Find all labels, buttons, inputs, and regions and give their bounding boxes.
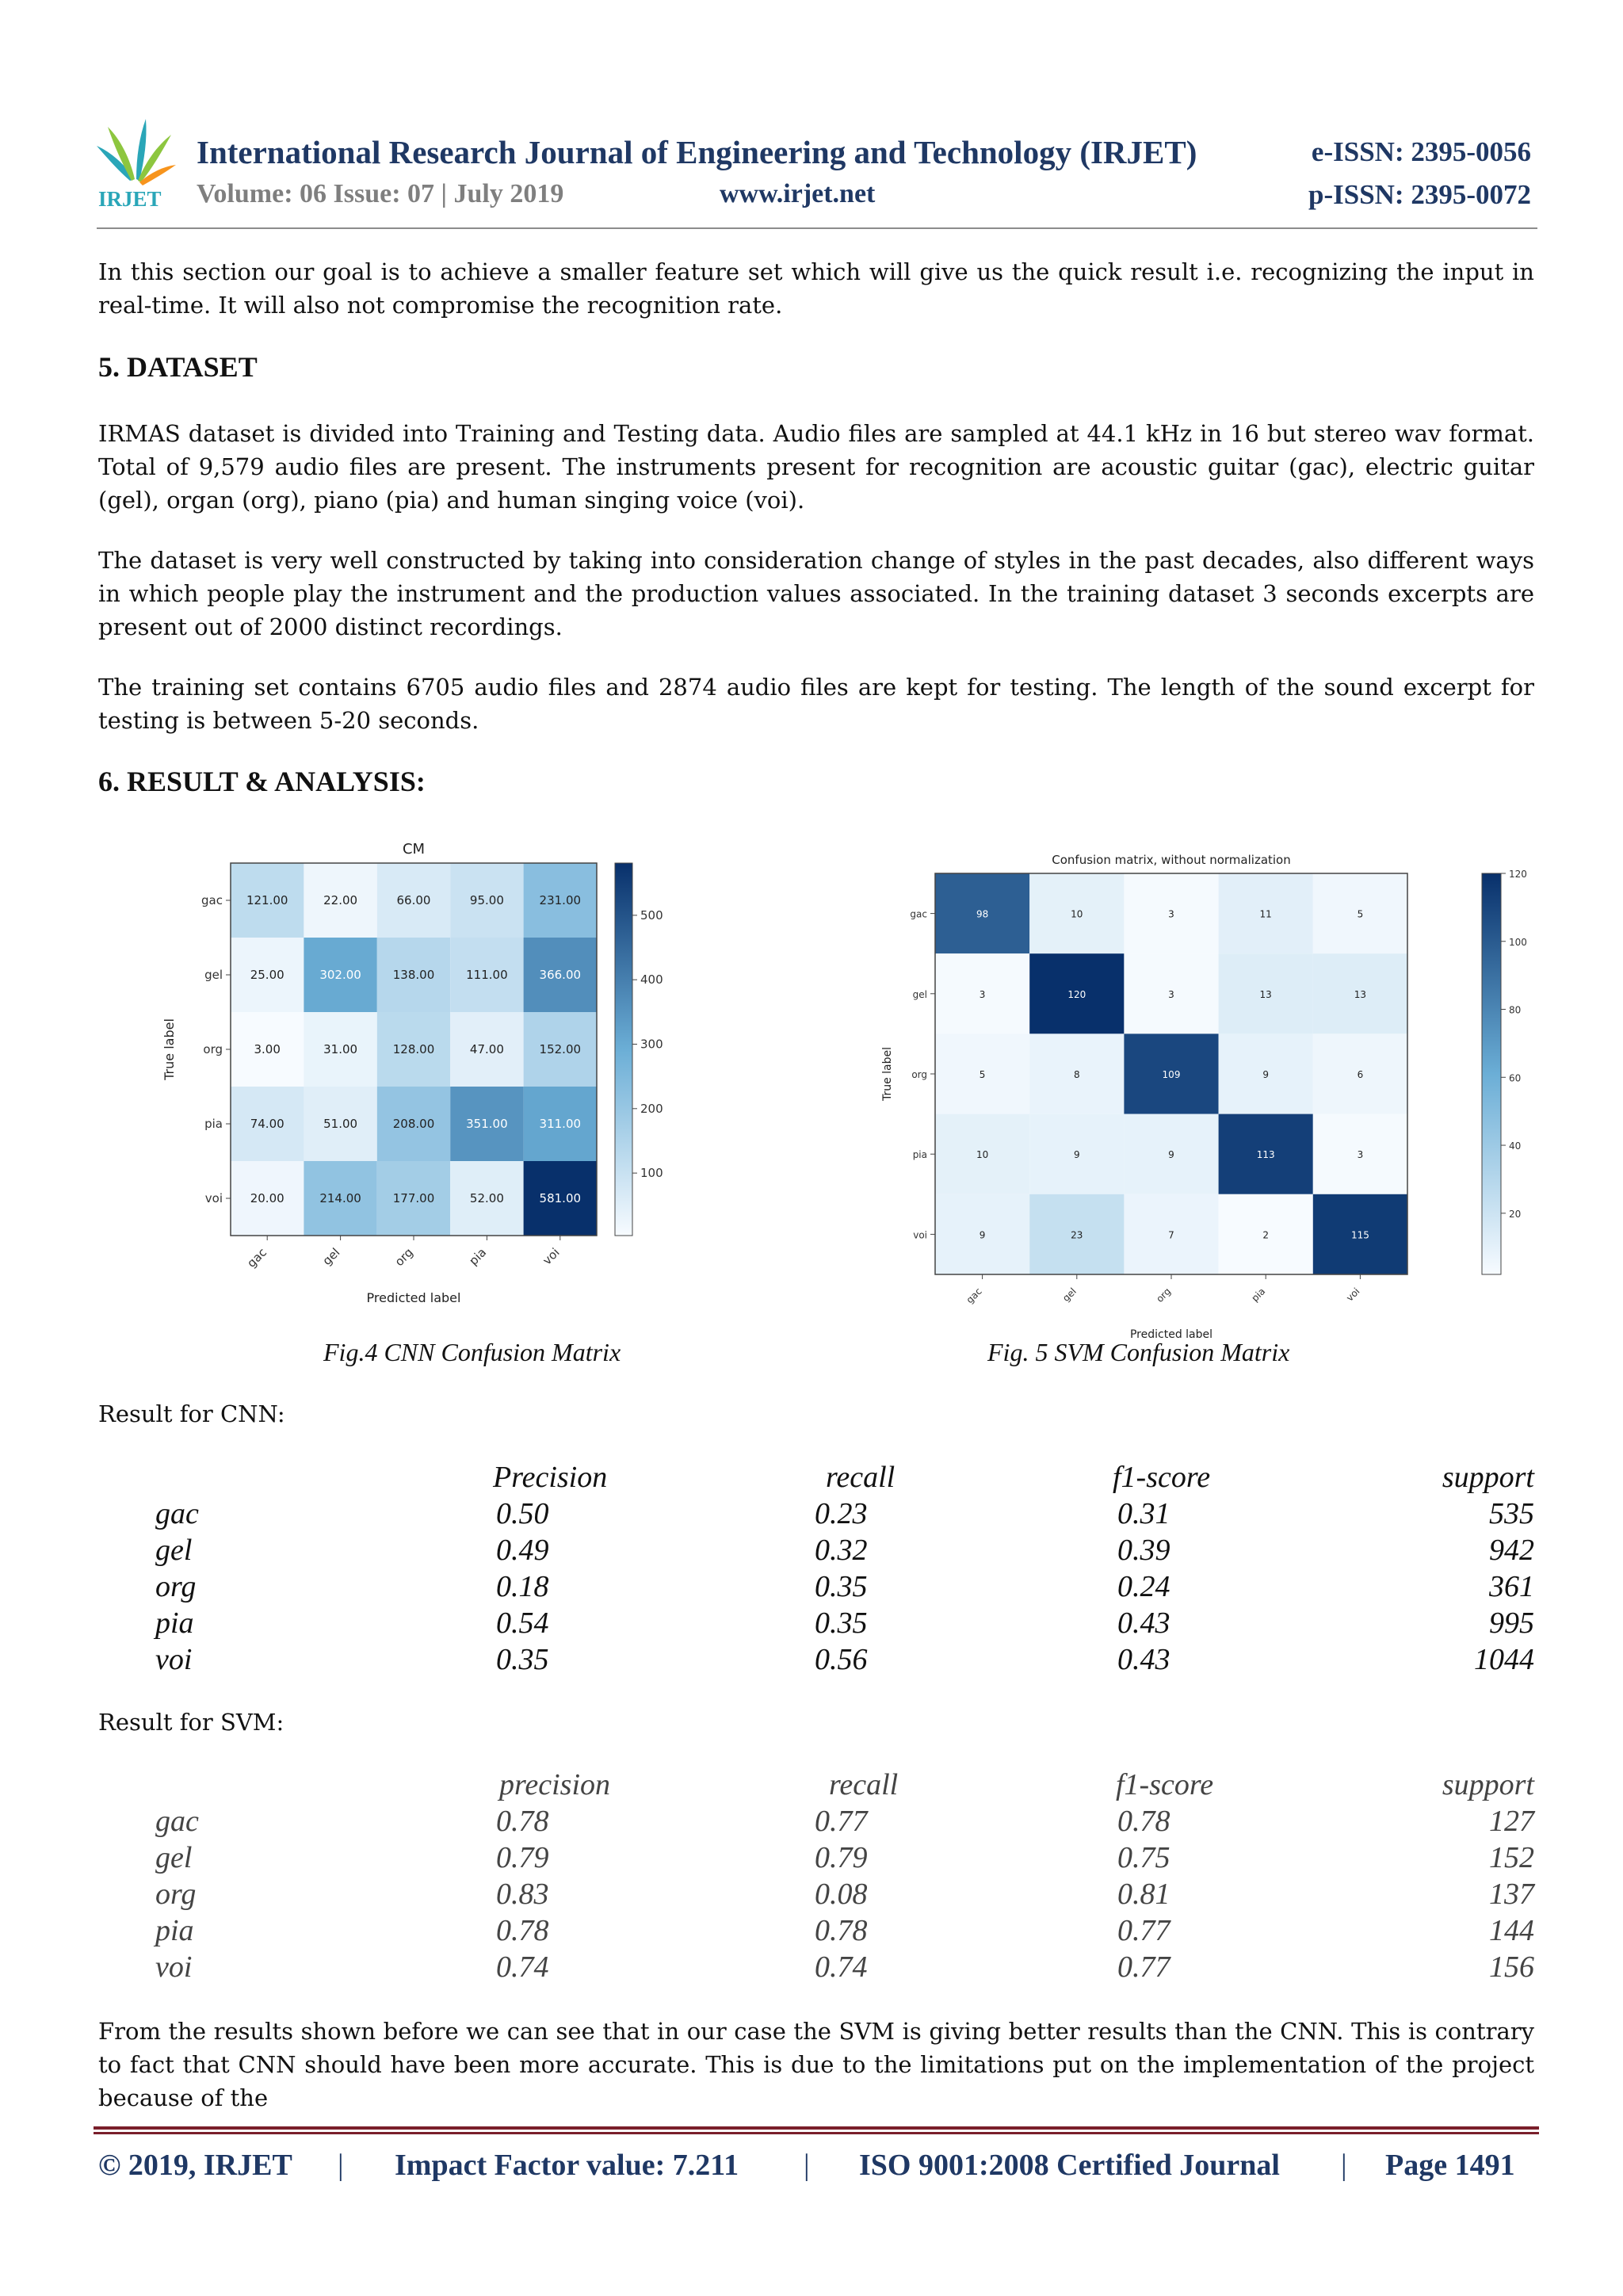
cell-value-label: 152.00 <box>539 1042 582 1056</box>
x-tick-label: gel <box>319 1245 343 1269</box>
recall-value: 0.78 <box>815 1914 868 1947</box>
cell-value-label: 3 <box>1168 908 1174 920</box>
table-header-row <box>0 1460 1623 1496</box>
f1-value: 0.39 <box>1117 1534 1170 1567</box>
colorbar-tick-label: 80 <box>1509 1004 1522 1016</box>
dataset-paragraph-3: The training set contains 6705 audio files and 2874 audio files are kept for testing. The length of the sound excerpt for testing is between 5-20 seconds. <box>98 674 1534 734</box>
colorbar-tick-label: 100 <box>640 1166 663 1181</box>
y-tick-label: gel <box>204 968 223 982</box>
cell-value-label: 3 <box>1357 1149 1364 1161</box>
cell-value-label: 5 <box>979 1069 986 1080</box>
cell-value-label: 66.00 <box>396 893 431 907</box>
table-row <box>0 1950 1623 1986</box>
y-tick-label: org <box>203 1042 223 1056</box>
colorbar-tick-label: 20 <box>1509 1208 1522 1220</box>
footer-rule <box>94 2126 1539 2130</box>
colorbar-tick-label: 100 <box>1509 936 1527 948</box>
x-axis-label: Predicted label <box>366 1290 461 1305</box>
recall-value: 0.77 <box>815 1805 868 1838</box>
recall-value: 0.35 <box>815 1606 868 1640</box>
cell-value-label: 22.00 <box>323 893 358 907</box>
cell-value-label: 177.00 <box>392 1191 435 1205</box>
header-divider <box>97 227 1537 229</box>
cell-value-label: 231.00 <box>539 893 582 907</box>
colorbar-tick-label: 60 <box>1509 1072 1522 1084</box>
cell-value-label: 95.00 <box>469 893 504 907</box>
col-header-f1: f1-score <box>1113 1461 1211 1494</box>
table-header-row <box>0 1767 1623 1804</box>
chart-title: CM <box>402 841 426 858</box>
cell-value-label: 115 <box>1350 1229 1369 1241</box>
support-value: 152 <box>1489 1841 1534 1874</box>
table-row <box>0 1642 1623 1679</box>
table-row <box>0 1569 1623 1606</box>
precision-value: 0.35 <box>496 1643 549 1676</box>
cell-value-label: 10 <box>976 1149 989 1161</box>
p-issn: p-ISSN: 2395-0072 <box>1308 179 1531 210</box>
row-label: gac <box>155 1497 199 1530</box>
table-row <box>0 1840 1623 1877</box>
table-row <box>0 1877 1623 1913</box>
recall-value: 0.23 <box>815 1497 868 1530</box>
y-tick-label: gel <box>912 988 927 1000</box>
support-value: 144 <box>1489 1914 1534 1947</box>
x-tick-label: gac <box>964 1286 984 1306</box>
cnn-result-label: Result for CNN: <box>98 1400 285 1427</box>
recall-value: 0.08 <box>815 1878 868 1911</box>
y-tick-label: voi <box>913 1229 927 1241</box>
footer-separator: | <box>338 2149 344 2182</box>
recall-value: 0.74 <box>815 1950 868 1984</box>
dataset-paragraph-2: The dataset is very well constructed by taking into consideration change of styles in the past decades, also different ways in which people play the instrument and the production values associated. In the training dataset 3 seconds excerpts are present out of 2000 distinct recordings. <box>98 547 1534 640</box>
fig5-caption: Fig. 5 SVM Confusion Matrix <box>987 1338 1290 1366</box>
cell-value-label: 121.00 <box>246 893 288 907</box>
cell-value-label: 109 <box>1162 1069 1181 1080</box>
cell-value-label: 3 <box>1168 988 1174 1000</box>
fig4-caption: Fig.4 CNN Confusion Matrix <box>323 1338 621 1366</box>
cell-value-label: 51.00 <box>323 1117 358 1131</box>
cell-value-label: 214.00 <box>319 1191 361 1205</box>
cell-value-label: 74.00 <box>250 1117 285 1131</box>
recall-value: 0.32 <box>815 1534 868 1567</box>
cell-value-label: 311.00 <box>539 1117 582 1131</box>
cnn-results-table <box>0 1460 1623 1679</box>
cell-value-label: 128.00 <box>392 1042 435 1056</box>
cell-value-label: 366.00 <box>539 968 582 982</box>
footer-rule-thin <box>94 2132 1539 2134</box>
col-header-support: support <box>1442 1768 1534 1801</box>
svm-confusion-matrix-chart <box>872 842 1527 1341</box>
table-row <box>0 1496 1623 1533</box>
section-5-heading: 5. DATASET <box>98 351 258 383</box>
svm-result-label: Result for SVM: <box>98 1709 285 1736</box>
cell-value-label: 31.00 <box>323 1042 358 1056</box>
cell-value-label: 7 <box>1168 1229 1174 1241</box>
cell-value-label: 8 <box>1073 1069 1080 1080</box>
cell-value-label: 138.00 <box>392 968 435 982</box>
x-tick-label: gac <box>244 1245 270 1270</box>
precision-value: 0.78 <box>496 1805 549 1838</box>
y-tick-label: pia <box>912 1149 927 1161</box>
cell-value-label: 3 <box>979 988 986 1000</box>
x-tick-label: voi <box>1344 1286 1362 1304</box>
precision-value: 0.78 <box>496 1914 549 1947</box>
col-header-precision: precision <box>499 1768 611 1801</box>
table-row <box>0 1913 1623 1950</box>
colorbar-tick-label: 300 <box>640 1037 663 1052</box>
f1-value: 0.24 <box>1117 1570 1170 1603</box>
cell-value-label: 52.00 <box>469 1191 504 1205</box>
footer-separator: | <box>804 2149 810 2182</box>
f1-value: 0.43 <box>1117 1643 1170 1676</box>
x-axis-label: Predicted label <box>1129 1328 1213 1341</box>
footer-separator: | <box>1341 2149 1347 2182</box>
cell-value-label: 302.00 <box>319 968 361 982</box>
col-header-recall: recall <box>829 1768 899 1801</box>
support-value: 127 <box>1489 1805 1534 1838</box>
precision-value: 0.18 <box>496 1570 549 1603</box>
precision-value: 0.49 <box>496 1534 549 1567</box>
cell-value-label: 120 <box>1067 988 1086 1000</box>
cell-value-label: 2 <box>1262 1229 1270 1241</box>
chart-title: Confusion matrix, without normalization <box>1052 853 1291 867</box>
row-label: voi <box>155 1643 193 1676</box>
cell-value-label: 13 <box>1354 988 1367 1000</box>
svm-results-table <box>0 1767 1623 1986</box>
y-tick-label: org <box>911 1069 927 1080</box>
support-value: 156 <box>1489 1950 1534 1984</box>
recall-value: 0.79 <box>815 1841 868 1874</box>
table-row <box>0 1533 1623 1569</box>
f1-value: 0.78 <box>1117 1805 1170 1838</box>
f1-value: 0.31 <box>1117 1497 1170 1530</box>
journal-website[interactable]: www.irjet.net <box>720 179 876 208</box>
cell-value-label: 11 <box>1259 908 1272 920</box>
support-value: 942 <box>1489 1534 1534 1567</box>
colorbar-tick-label: 120 <box>1509 869 1527 880</box>
colorbar-tick-label: 400 <box>640 972 663 988</box>
support-value: 137 <box>1489 1878 1534 1911</box>
y-tick-label: voi <box>204 1191 223 1205</box>
x-tick-label: pia <box>466 1245 490 1269</box>
x-tick-label: org <box>1154 1286 1174 1305</box>
f1-value: 0.77 <box>1117 1950 1170 1984</box>
y-axis-label: True label <box>881 1046 894 1102</box>
cell-value-label: 9 <box>1168 1149 1174 1161</box>
y-tick-label: gac <box>910 908 927 920</box>
svg-text:IRJET: IRJET <box>98 187 162 211</box>
e-issn: e-ISSN: 2395-0056 <box>1311 136 1531 167</box>
colorbar-tick-label: 200 <box>640 1101 663 1116</box>
support-value: 535 <box>1489 1497 1534 1530</box>
cell-value-label: 581.00 <box>539 1191 582 1205</box>
table-row <box>0 1606 1623 1642</box>
colorbar <box>615 863 632 1236</box>
x-tick-label: org <box>391 1245 416 1270</box>
x-tick-label: gel <box>1060 1286 1079 1305</box>
svm-confusion-matrix-figure <box>872 842 1527 1341</box>
x-tick-label: voi <box>540 1245 563 1268</box>
cell-value-label: 23 <box>1071 1229 1083 1241</box>
cell-value-label: 9 <box>979 1229 986 1241</box>
cell-value-label: 9 <box>1262 1069 1270 1080</box>
f1-value: 0.43 <box>1117 1606 1170 1640</box>
support-value: 361 <box>1489 1570 1534 1603</box>
row-label: pia <box>155 1606 194 1640</box>
cell-value-label: 208.00 <box>392 1117 435 1131</box>
irjet-logo-icon <box>94 117 178 211</box>
cell-value-label: 25.00 <box>250 968 285 982</box>
row-label: voi <box>155 1950 193 1984</box>
cell-value-label: 13 <box>1259 988 1272 1000</box>
col-header-recall: recall <box>826 1461 896 1494</box>
cell-value-label: 6 <box>1357 1069 1364 1080</box>
precision-value: 0.83 <box>496 1878 549 1911</box>
cell-value-label: 3.00 <box>254 1042 281 1056</box>
footer-impact-factor: Impact Factor value: 7.211 <box>395 2149 739 2182</box>
cnn-confusion-matrix-figure <box>155 832 694 1308</box>
f1-value: 0.81 <box>1117 1878 1170 1911</box>
conclusion-paragraph: From the results shown before we can see that in our case the SVM is giving better results than the CNN. This is contrary to fact that CNN should have been more accurate. This is due to the limitations put on the implementation of the project because of the <box>98 2018 1534 2111</box>
row-label: gel <box>155 1841 193 1874</box>
footer-copyright: © 2019, IRJET <box>98 2149 292 2182</box>
y-axis-label: True label <box>162 1018 177 1080</box>
row-label: org <box>155 1878 197 1911</box>
dataset-paragraph-1: IRMAS dataset is divided into Training and Testing data. Audio files are sampled at 44.1 kHz in 16 but stereo wav format. Total of 9,579 audio files are present. The instruments present for recognition are acoustic guitar (gac), electric guitar (gel), organ (org), piano (pia) and human singing voice (voi). <box>98 420 1534 514</box>
y-tick-label: pia <box>204 1117 223 1131</box>
cell-value-label: 98 <box>976 908 989 920</box>
f1-value: 0.77 <box>1117 1914 1170 1947</box>
x-tick-label: pia <box>1249 1286 1268 1305</box>
row-label: gac <box>155 1805 199 1838</box>
cell-value-label: 47.00 <box>469 1042 504 1056</box>
col-header-precision: Precision <box>493 1461 608 1494</box>
precision-value: 0.54 <box>496 1606 549 1640</box>
cell-value-label: 351.00 <box>466 1117 508 1131</box>
precision-value: 0.79 <box>496 1841 549 1874</box>
y-tick-label: gac <box>201 893 223 907</box>
footer-page-number: Page 1491 <box>1385 2149 1515 2182</box>
cell-value-label: 10 <box>1071 908 1083 920</box>
precision-value: 0.74 <box>496 1950 549 1984</box>
f1-value: 0.75 <box>1117 1841 1170 1874</box>
recall-value: 0.56 <box>815 1643 868 1676</box>
row-label: pia <box>155 1914 194 1947</box>
cell-value-label: 113 <box>1256 1149 1275 1161</box>
col-header-f1: f1-score <box>1116 1768 1214 1801</box>
table-row <box>0 1804 1623 1840</box>
colorbar-tick-label: 40 <box>1509 1140 1522 1152</box>
section-6-heading: 6. RESULT & ANALYSIS: <box>98 766 426 797</box>
cell-value-label: 20.00 <box>250 1191 285 1205</box>
cnn-confusion-matrix-chart <box>155 832 694 1308</box>
journal-title: International Research Journal of Engineering and Technology (IRJET) <box>197 134 1197 170</box>
precision-value: 0.50 <box>496 1497 549 1530</box>
cell-value-label: 9 <box>1073 1149 1080 1161</box>
row-label: gel <box>155 1534 193 1567</box>
cell-value-label: 5 <box>1357 908 1364 920</box>
support-value: 1044 <box>1474 1643 1534 1676</box>
row-label: org <box>155 1570 197 1603</box>
cell-value-label: 111.00 <box>466 968 508 982</box>
col-header-support: support <box>1442 1461 1534 1494</box>
intro-paragraph: In this section our goal is to achieve a smaller feature set which will give us the quick result i.e. recognizing the input in real-time. It will also not compromise the recognition rate. <box>98 258 1534 319</box>
volume-issue: Volume: 06 Issue: 07 | July 2019 <box>197 179 564 208</box>
recall-value: 0.35 <box>815 1570 868 1603</box>
support-value: 995 <box>1489 1606 1534 1640</box>
colorbar <box>1482 873 1501 1274</box>
footer-iso: ISO 9001:2008 Certified Journal <box>859 2149 1280 2182</box>
colorbar-tick-label: 500 <box>640 907 663 923</box>
